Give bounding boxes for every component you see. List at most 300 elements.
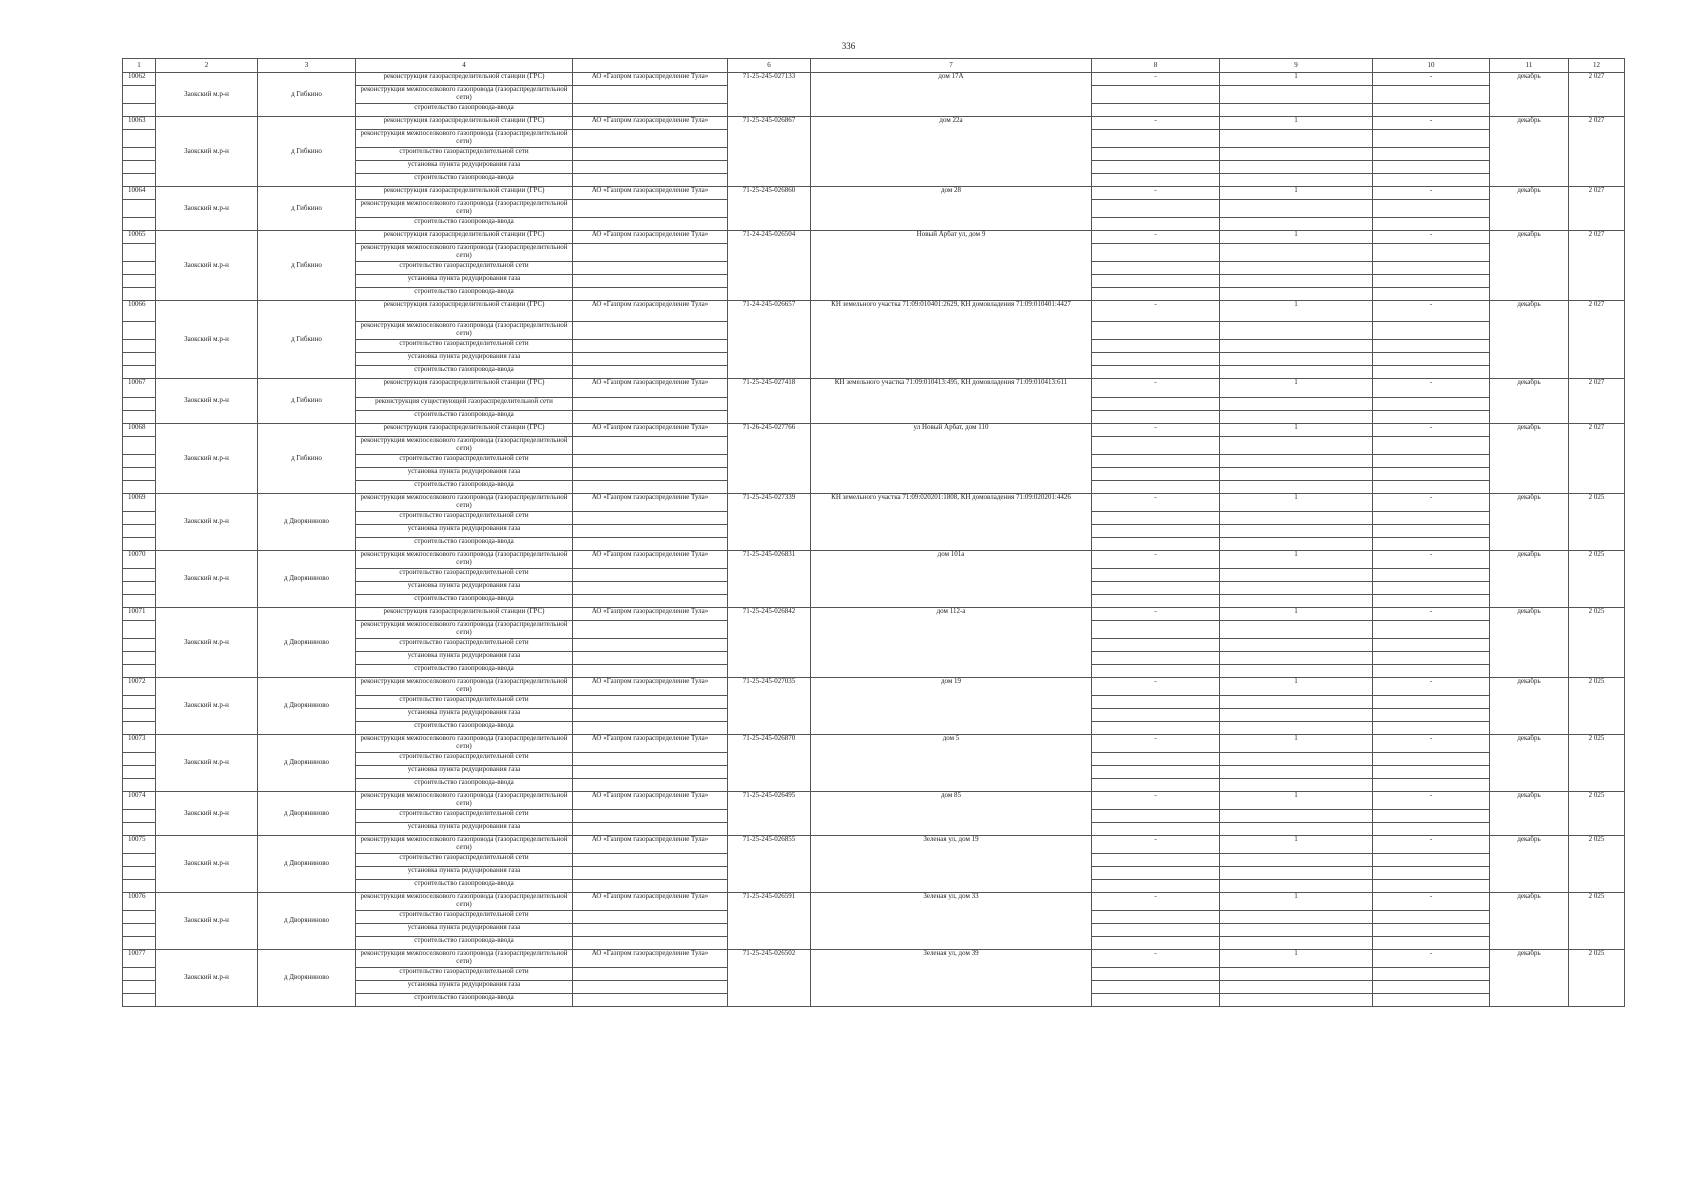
col9-blank bbox=[1220, 455, 1373, 468]
organization-blank bbox=[573, 411, 728, 424]
entry-number: 10076 bbox=[123, 893, 156, 911]
year-cell: 2 025 bbox=[1569, 608, 1625, 678]
entry-number-blank bbox=[123, 582, 156, 595]
entry-number: 10073 bbox=[123, 735, 156, 753]
col10-blank bbox=[1373, 867, 1490, 880]
organization-cell: АО «Газпром газораспределение Тула» bbox=[573, 379, 728, 398]
col9-blank bbox=[1220, 854, 1373, 867]
col9-blank bbox=[1220, 398, 1373, 411]
col10-cell: - bbox=[1373, 301, 1490, 322]
work-type-cell: установка пункта редуцирования газа bbox=[356, 981, 573, 994]
col10-blank bbox=[1373, 880, 1490, 893]
col10-cell: - bbox=[1373, 551, 1490, 569]
col10-blank bbox=[1373, 262, 1490, 275]
col8-blank bbox=[1092, 823, 1220, 836]
col9-blank bbox=[1220, 766, 1373, 779]
entry-number-blank bbox=[123, 340, 156, 353]
organization-blank bbox=[573, 130, 728, 148]
work-type-cell: реконструкция газораспределительной станции (ГРС) bbox=[356, 73, 573, 86]
entry-number-blank bbox=[123, 753, 156, 766]
year-cell: 2 025 bbox=[1569, 735, 1625, 792]
col10-blank bbox=[1373, 512, 1490, 525]
code-cell: 71-25-245-027418 bbox=[728, 379, 811, 424]
work-type-cell: реконструкция межпоселкового газопровода (газораспределительной сети) bbox=[356, 792, 573, 810]
code-cell: 71-25-245-026860 bbox=[728, 187, 811, 231]
organization-blank bbox=[573, 779, 728, 792]
locality-cell: д Дворяниново bbox=[258, 735, 356, 792]
col9-cell: 1 bbox=[1220, 117, 1373, 130]
entry-number-blank bbox=[123, 709, 156, 722]
work-type-cell: установка пункта редуцирования газа bbox=[356, 275, 573, 288]
col9-blank bbox=[1220, 911, 1373, 924]
work-type-cell: реконструкция газораспределительной станции (ГРС) bbox=[356, 379, 573, 398]
organization-cell: АО «Газпром газораспределение Тула» bbox=[573, 117, 728, 130]
col8-blank bbox=[1092, 398, 1220, 411]
entry-number: 10072 bbox=[123, 678, 156, 696]
district-cell: Заокский м.р-н bbox=[156, 836, 258, 893]
entry-number-blank bbox=[123, 322, 156, 340]
organization-blank bbox=[573, 275, 728, 288]
entry-number-blank bbox=[123, 104, 156, 117]
work-type-cell: установка пункта редуцирования газа bbox=[356, 353, 573, 366]
organization-blank bbox=[573, 538, 728, 551]
col9-blank bbox=[1220, 968, 1373, 981]
col9-blank bbox=[1220, 148, 1373, 161]
col8-blank bbox=[1092, 130, 1220, 148]
col10-blank bbox=[1373, 538, 1490, 551]
entry-number-blank bbox=[123, 981, 156, 994]
col8-blank bbox=[1092, 218, 1220, 231]
organization-blank bbox=[573, 867, 728, 880]
locality-cell: д Дворяниново bbox=[258, 608, 356, 678]
col9-cell: 1 bbox=[1220, 836, 1373, 854]
entry-number: 10062 bbox=[123, 73, 156, 86]
col9-blank bbox=[1220, 340, 1373, 353]
col9-blank bbox=[1220, 525, 1373, 538]
address-cell: дом 85 bbox=[811, 792, 1092, 836]
col10-blank bbox=[1373, 468, 1490, 481]
col8-cell: - bbox=[1092, 494, 1220, 512]
col10-blank bbox=[1373, 366, 1490, 379]
work-type-cell: строительство газораспределительной сети bbox=[356, 340, 573, 353]
district-cell: Заокский м.р-н bbox=[156, 792, 258, 836]
year-cell: 2 025 bbox=[1569, 792, 1625, 836]
code-cell: 71-25-245-026867 bbox=[728, 117, 811, 187]
col10-blank bbox=[1373, 525, 1490, 538]
district-cell: Заокский м.р-н bbox=[156, 551, 258, 608]
table-row-entry bbox=[123, 424, 1625, 437]
col9-blank bbox=[1220, 322, 1373, 340]
work-type-cell: реконструкция газораспределительной станции (ГРС) bbox=[356, 608, 573, 621]
organization-blank bbox=[573, 244, 728, 262]
organization-cell: АО «Газпром газораспределение Тула» bbox=[573, 792, 728, 810]
organization-blank bbox=[573, 582, 728, 595]
work-type-cell: строительство газопровода-ввода bbox=[356, 665, 573, 678]
col8-blank bbox=[1092, 911, 1220, 924]
col9-blank bbox=[1220, 569, 1373, 582]
entry-number-blank bbox=[123, 218, 156, 231]
organization-cell: АО «Газпром газораспределение Тула» bbox=[573, 950, 728, 968]
code-cell: 71-25-245-027035 bbox=[728, 678, 811, 735]
entry-number-blank bbox=[123, 968, 156, 981]
col8-blank bbox=[1092, 437, 1220, 455]
col9-blank bbox=[1220, 366, 1373, 379]
col9-cell: 1 bbox=[1220, 678, 1373, 696]
entry-number-blank bbox=[123, 481, 156, 494]
entry-number: 10067 bbox=[123, 379, 156, 398]
locality-cell: д Гибкино bbox=[258, 379, 356, 424]
year-cell: 2 025 bbox=[1569, 950, 1625, 1007]
month-cell: декабрь bbox=[1490, 950, 1569, 1007]
organization-blank bbox=[573, 810, 728, 823]
table-row-entry bbox=[123, 73, 1625, 86]
table-row-entry bbox=[123, 379, 1625, 398]
col8-cell: - bbox=[1092, 678, 1220, 696]
col10-blank bbox=[1373, 810, 1490, 823]
entry-number-blank bbox=[123, 823, 156, 836]
work-type-cell: реконструкция межпоселкового газопровода (газораспределительной сети) bbox=[356, 621, 573, 639]
month-cell: декабрь bbox=[1490, 608, 1569, 678]
entry-number-blank bbox=[123, 569, 156, 582]
district-cell: Заокский м.р-н bbox=[156, 231, 258, 301]
code-cell: 71-24-245-026504 bbox=[728, 231, 811, 301]
col10-cell: - bbox=[1373, 950, 1490, 968]
entry-number-blank bbox=[123, 366, 156, 379]
month-cell: декабрь bbox=[1490, 551, 1569, 608]
entry-number-blank bbox=[123, 937, 156, 950]
col10-cell: - bbox=[1373, 231, 1490, 244]
month-cell: декабрь bbox=[1490, 893, 1569, 950]
district-cell: Заокский м.р-н bbox=[156, 950, 258, 1007]
code-cell: 71-24-245-026657 bbox=[728, 301, 811, 379]
organization-blank bbox=[573, 621, 728, 639]
code-cell: 71-25-245-026842 bbox=[728, 608, 811, 678]
entry-number: 10068 bbox=[123, 424, 156, 437]
col10-blank bbox=[1373, 455, 1490, 468]
work-type-cell: строительство газопровода-ввода bbox=[356, 722, 573, 735]
district-cell: Заокский м.р-н bbox=[156, 735, 258, 792]
col8-cell: - bbox=[1092, 551, 1220, 569]
col8-cell: - bbox=[1092, 893, 1220, 911]
col8-blank bbox=[1092, 569, 1220, 582]
organization-blank bbox=[573, 86, 728, 104]
column-header-4: 4 bbox=[356, 59, 573, 73]
entry-number-blank bbox=[123, 696, 156, 709]
col9-cell: 1 bbox=[1220, 494, 1373, 512]
col9-blank bbox=[1220, 981, 1373, 994]
entry-number: 10071 bbox=[123, 608, 156, 621]
col9-cell: 1 bbox=[1220, 187, 1373, 200]
year-cell: 2 027 bbox=[1569, 187, 1625, 231]
col10-blank bbox=[1373, 130, 1490, 148]
col9-blank bbox=[1220, 810, 1373, 823]
code-cell: 71-25-245-026591 bbox=[728, 893, 811, 950]
entry-number-blank bbox=[123, 722, 156, 735]
col8-blank bbox=[1092, 994, 1220, 1007]
col10-blank bbox=[1373, 823, 1490, 836]
work-type-cell: строительство газопровода-ввода bbox=[356, 880, 573, 893]
year-cell: 2 025 bbox=[1569, 678, 1625, 735]
work-type-cell: строительство газопровода-ввода bbox=[356, 366, 573, 379]
organization-blank bbox=[573, 437, 728, 455]
organization-cell: АО «Газпром газораспределение Тула» bbox=[573, 608, 728, 621]
entry-number: 10066 bbox=[123, 301, 156, 322]
col9-blank bbox=[1220, 880, 1373, 893]
col9-blank bbox=[1220, 937, 1373, 950]
entry-number-blank bbox=[123, 924, 156, 937]
organization-blank bbox=[573, 366, 728, 379]
entry-number-blank bbox=[123, 779, 156, 792]
col9-blank bbox=[1220, 437, 1373, 455]
entry-number-blank bbox=[123, 244, 156, 262]
col8-blank bbox=[1092, 468, 1220, 481]
entry-number-blank bbox=[123, 262, 156, 275]
entry-number-blank bbox=[123, 437, 156, 455]
col9-cell: 1 bbox=[1220, 379, 1373, 398]
table-row-entry bbox=[123, 893, 1625, 911]
locality-cell: д Гибкино bbox=[258, 187, 356, 231]
col8-cell: - bbox=[1092, 608, 1220, 621]
col8-cell: - bbox=[1092, 73, 1220, 86]
work-type-cell: строительство газораспределительной сети bbox=[356, 455, 573, 468]
work-type-cell: строительство газопровода-ввода bbox=[356, 779, 573, 792]
col8-blank bbox=[1092, 411, 1220, 424]
organization-blank bbox=[573, 880, 728, 893]
work-type-cell: реконструкция межпоселкового газопровода (газораспределительной сети) bbox=[356, 950, 573, 968]
col10-cell: - bbox=[1373, 73, 1490, 86]
work-type-cell: строительство газораспределительной сети bbox=[356, 810, 573, 823]
district-cell: Заокский м.р-н bbox=[156, 187, 258, 231]
col9-blank bbox=[1220, 512, 1373, 525]
locality-cell: д Дворяниново bbox=[258, 678, 356, 735]
table-body bbox=[123, 73, 1625, 1007]
organization-blank bbox=[573, 639, 728, 652]
month-cell: декабрь bbox=[1490, 792, 1569, 836]
month-cell: декабрь bbox=[1490, 494, 1569, 551]
work-type-cell: реконструкция межпоселкового газопровода (газораспределительной сети) bbox=[356, 836, 573, 854]
organization-blank bbox=[573, 218, 728, 231]
col9-blank bbox=[1220, 867, 1373, 880]
code-cell: 71-25-245-026870 bbox=[728, 735, 811, 792]
month-cell: декабрь bbox=[1490, 117, 1569, 187]
entry-number-blank bbox=[123, 621, 156, 639]
district-cell: Заокский м.р-н bbox=[156, 424, 258, 494]
col9-blank bbox=[1220, 621, 1373, 639]
work-type-cell: строительство газопровода-ввода bbox=[356, 937, 573, 950]
work-type-cell: установка пункта редуцирования газа bbox=[356, 867, 573, 880]
col10-blank bbox=[1373, 652, 1490, 665]
col10-blank bbox=[1373, 639, 1490, 652]
col10-cell: - bbox=[1373, 608, 1490, 621]
col8-cell: - bbox=[1092, 792, 1220, 810]
year-cell: 2 025 bbox=[1569, 551, 1625, 608]
organization-cell: АО «Газпром газораспределение Тула» bbox=[573, 187, 728, 200]
entry-number-blank bbox=[123, 810, 156, 823]
district-cell: Заокский м.р-н bbox=[156, 494, 258, 551]
work-type-cell: реконструкция межпоселкового газопровода (газораспределительной сети) bbox=[356, 678, 573, 696]
table-row-entry bbox=[123, 678, 1625, 696]
work-type-cell: строительство газопровода-ввода bbox=[356, 104, 573, 117]
col8-blank bbox=[1092, 810, 1220, 823]
entry-number-blank bbox=[123, 665, 156, 678]
table-row-entry bbox=[123, 792, 1625, 810]
entry-number: 10074 bbox=[123, 792, 156, 810]
organization-cell: АО «Газпром газораспределение Тула» bbox=[573, 231, 728, 244]
work-type-cell: реконструкция межпоселкового газопровода (газораспределительной сети) bbox=[356, 322, 573, 340]
col8-blank bbox=[1092, 779, 1220, 792]
entry-number-blank bbox=[123, 148, 156, 161]
col8-blank bbox=[1092, 924, 1220, 937]
col10-blank bbox=[1373, 288, 1490, 301]
work-type-cell: строительство газораспределительной сети bbox=[356, 753, 573, 766]
work-type-cell: строительство газораспределительной сети bbox=[356, 569, 573, 582]
table-row-entry bbox=[123, 231, 1625, 244]
work-type-cell: установка пункта редуцирования газа bbox=[356, 468, 573, 481]
entry-number-blank bbox=[123, 766, 156, 779]
address-cell: Зеленая ул, дом 39 bbox=[811, 950, 1092, 1007]
entry-number: 10075 bbox=[123, 836, 156, 854]
address-cell: дом 101а bbox=[811, 551, 1092, 608]
organization-blank bbox=[573, 854, 728, 867]
col9-cell: 1 bbox=[1220, 551, 1373, 569]
work-type-cell: строительство газораспределительной сети bbox=[356, 696, 573, 709]
work-type-cell: строительство газопровода-ввода bbox=[356, 218, 573, 231]
col10-blank bbox=[1373, 722, 1490, 735]
col10-blank bbox=[1373, 595, 1490, 608]
page-number: 336 bbox=[841, 41, 856, 51]
col10-blank bbox=[1373, 481, 1490, 494]
col9-cell: 1 bbox=[1220, 424, 1373, 437]
col8-cell: - bbox=[1092, 735, 1220, 753]
address-cell: дом 5 bbox=[811, 735, 1092, 792]
work-type-cell: строительство газораспределительной сети bbox=[356, 639, 573, 652]
column-header-7: 7 bbox=[811, 59, 1092, 73]
col9-blank bbox=[1220, 538, 1373, 551]
entry-number-blank bbox=[123, 994, 156, 1007]
entry-number-blank bbox=[123, 595, 156, 608]
organization-cell: АО «Газпром газораспределение Тула» bbox=[573, 494, 728, 512]
organization-blank bbox=[573, 340, 728, 353]
work-type-cell: установка пункта редуцирования газа bbox=[356, 924, 573, 937]
column-header-8: 8 bbox=[1092, 59, 1220, 73]
organization-blank bbox=[573, 398, 728, 411]
organization-blank bbox=[573, 322, 728, 340]
organization-blank bbox=[573, 709, 728, 722]
locality-cell: д Дворяниново bbox=[258, 551, 356, 608]
col9-blank bbox=[1220, 130, 1373, 148]
work-type-cell: строительство газопровода-ввода bbox=[356, 994, 573, 1007]
month-cell: декабрь bbox=[1490, 836, 1569, 893]
col9-blank bbox=[1220, 994, 1373, 1007]
entry-number-blank bbox=[123, 161, 156, 174]
code-cell: 71-25-245-026831 bbox=[728, 551, 811, 608]
address-cell: дом 28 bbox=[811, 187, 1092, 231]
work-type-cell: строительство газопровода-ввода bbox=[356, 411, 573, 424]
col10-cell: - bbox=[1373, 893, 1490, 911]
organization-blank bbox=[573, 696, 728, 709]
entry-number: 10070 bbox=[123, 551, 156, 569]
work-type-cell: реконструкция межпоселкового газопровода (газораспределительной сети) bbox=[356, 130, 573, 148]
col9-cell: 1 bbox=[1220, 301, 1373, 322]
column-header-3: 3 bbox=[258, 59, 356, 73]
month-cell: декабрь bbox=[1490, 301, 1569, 379]
col8-blank bbox=[1092, 322, 1220, 340]
year-cell: 2 027 bbox=[1569, 73, 1625, 117]
col8-blank bbox=[1092, 148, 1220, 161]
col10-blank bbox=[1373, 275, 1490, 288]
code-cell: 71-25-245-026502 bbox=[728, 950, 811, 1007]
work-type-cell: установка пункта редуцирования газа bbox=[356, 823, 573, 836]
col9-blank bbox=[1220, 595, 1373, 608]
organization-cell: АО «Газпром газораспределение Тула» bbox=[573, 424, 728, 437]
year-cell: 2 027 bbox=[1569, 379, 1625, 424]
organization-blank bbox=[573, 104, 728, 117]
year-cell: 2 025 bbox=[1569, 494, 1625, 551]
address-cell: дом 17А bbox=[811, 73, 1092, 117]
table-row-entry bbox=[123, 301, 1625, 322]
entry-number: 10064 bbox=[123, 187, 156, 200]
work-type-cell: строительство газораспределительной сети bbox=[356, 512, 573, 525]
entry-number-blank bbox=[123, 174, 156, 187]
address-cell: дом 112-а bbox=[811, 608, 1092, 678]
work-type-cell: строительство газопровода-ввода bbox=[356, 174, 573, 187]
col10-blank bbox=[1373, 621, 1490, 639]
col9-blank bbox=[1220, 722, 1373, 735]
col8-cell: - bbox=[1092, 301, 1220, 322]
work-type-cell: реконструкция межпоселкового газопровода (газораспределительной сети) bbox=[356, 893, 573, 911]
locality-cell: д Гибкино bbox=[258, 424, 356, 494]
col8-cell: - bbox=[1092, 117, 1220, 130]
col9-blank bbox=[1220, 104, 1373, 117]
col10-blank bbox=[1373, 779, 1490, 792]
col8-blank bbox=[1092, 665, 1220, 678]
locality-cell: д Гибкино bbox=[258, 73, 356, 117]
col10-blank bbox=[1373, 665, 1490, 678]
col8-blank bbox=[1092, 200, 1220, 218]
col9-cell: 1 bbox=[1220, 735, 1373, 753]
organization-cell: АО «Газпром газораспределение Тула» bbox=[573, 893, 728, 911]
organization-cell: АО «Газпром газораспределение Тула» bbox=[573, 678, 728, 696]
locality-cell: д Дворяниново bbox=[258, 792, 356, 836]
locality-cell: д Дворяниново bbox=[258, 893, 356, 950]
work-type-cell: реконструкция межпоселкового газопровода (газораспределительной сети) bbox=[356, 494, 573, 512]
organization-blank bbox=[573, 823, 728, 836]
organization-blank bbox=[573, 481, 728, 494]
entry-number-blank bbox=[123, 538, 156, 551]
organization-cell: АО «Газпром газораспределение Тула» bbox=[573, 735, 728, 753]
col8-blank bbox=[1092, 104, 1220, 117]
col10-blank bbox=[1373, 86, 1490, 104]
column-header-11: 11 bbox=[1490, 59, 1569, 73]
col8-blank bbox=[1092, 512, 1220, 525]
col9-blank bbox=[1220, 823, 1373, 836]
col8-blank bbox=[1092, 275, 1220, 288]
locality-cell: д Гибкино bbox=[258, 301, 356, 379]
organization-blank bbox=[573, 525, 728, 538]
organization-blank bbox=[573, 174, 728, 187]
col8-cell: - bbox=[1092, 424, 1220, 437]
organization-blank bbox=[573, 722, 728, 735]
col9-cell: 1 bbox=[1220, 792, 1373, 810]
work-type-cell: реконструкция газораспределительной станции (ГРС) bbox=[356, 301, 573, 322]
col9-blank bbox=[1220, 753, 1373, 766]
col9-blank bbox=[1220, 468, 1373, 481]
work-type-cell: установка пункта редуцирования газа bbox=[356, 582, 573, 595]
table-row-entry bbox=[123, 608, 1625, 621]
table-row-entry bbox=[123, 836, 1625, 854]
col8-blank bbox=[1092, 652, 1220, 665]
col9-blank bbox=[1220, 161, 1373, 174]
